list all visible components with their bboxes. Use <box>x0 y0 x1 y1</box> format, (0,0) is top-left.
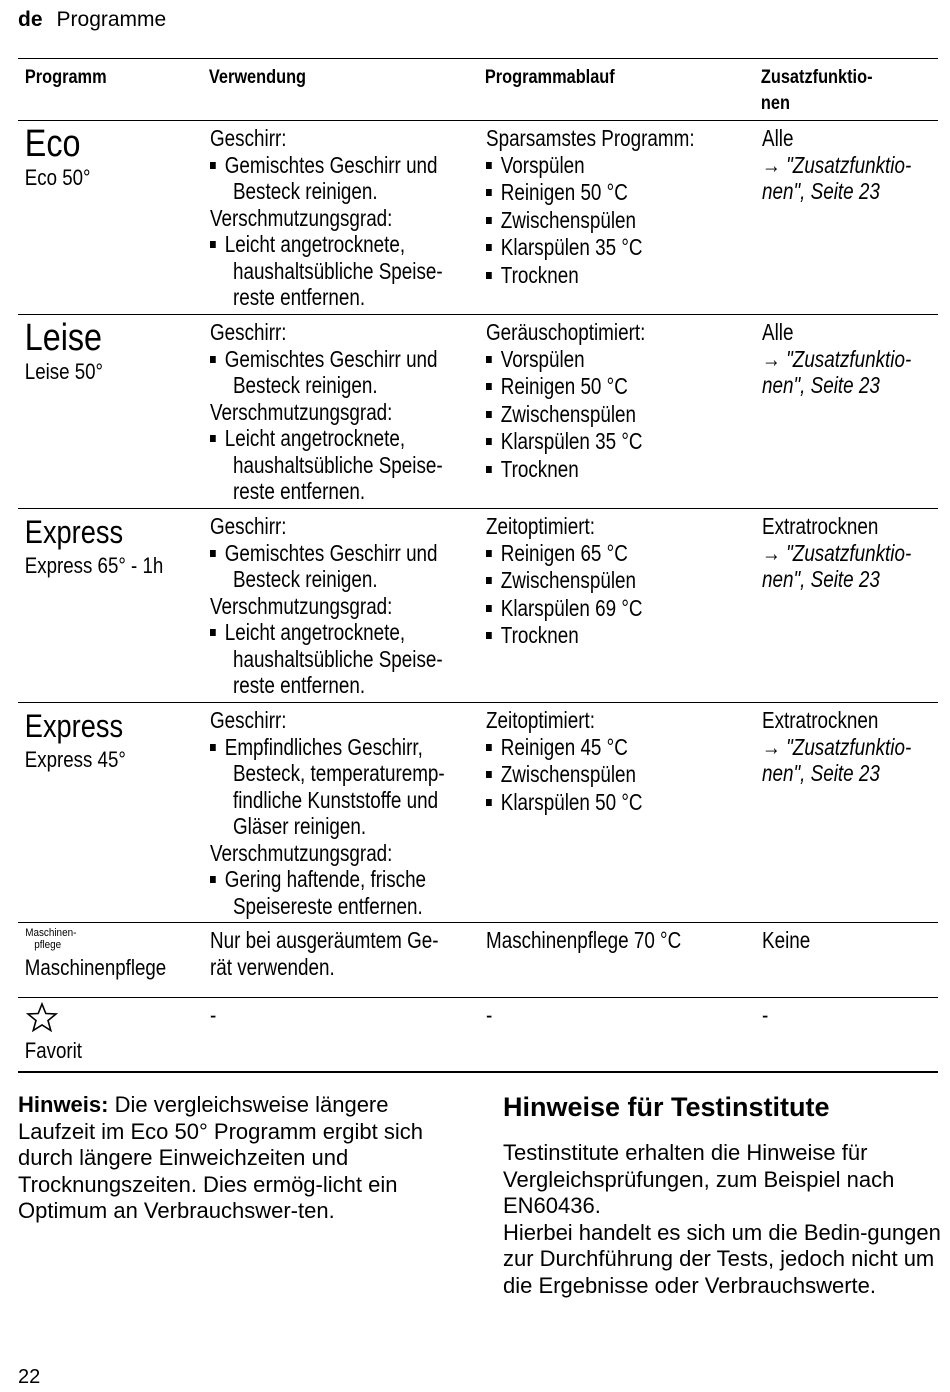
flow-cell: - <box>486 1002 493 1028</box>
page-number: 22 <box>18 1366 41 1388</box>
section-body <box>503 1140 943 1299</box>
program-cell <box>18 315 202 508</box>
note-paragraph <box>18 1092 458 1225</box>
program-subname: Express 65° - 1h <box>24 553 164 578</box>
section-paragraph-2: Hierbei handelt es sich um die Bedin-gungen zur Durchführung der Tests, jedoch nicht um die Ergebnisse oder Verbrauchswerte. <box>503 1219 941 1298</box>
language-code: de <box>18 8 43 31</box>
table-row-eco <box>18 121 938 315</box>
cross-reference-link[interactable]: → "Zusatzfunktio- <box>762 539 912 566</box>
table-row-maschinenpflege <box>18 923 938 998</box>
star-icon <box>18 998 202 1032</box>
table-header <box>18 59 938 121</box>
col-programm: Programm <box>24 67 107 88</box>
program-subname: Express 45° <box>24 747 126 772</box>
table-row-express-45 <box>18 703 938 923</box>
program-cell <box>18 998 202 1071</box>
use-cell: Geschirr: Empfindliches Geschirr, Besteck, temperaturemp- findliche Kunststoffe und Gläser reinigen. Verschmutzungsgrad: Gering haftende, frische Speisereste entfernen. <box>210 707 445 919</box>
program-subname: Leise 50° <box>24 359 103 384</box>
program-name: Leise <box>24 317 103 359</box>
table-row-express-65 <box>18 509 938 703</box>
program-name: Eco <box>24 123 81 165</box>
extra-cell: Keine <box>762 927 811 953</box>
use-cell: Geschirr: Gemischtes Geschirr und Besteck reinigen. Verschmutzungsgrad: Leicht angetrocknete, haushaltsübliche Speise- reste entfernen. <box>210 319 443 504</box>
extra-cell: Extratrocknen → "Zusatzfunktio- nen", Seite 23 <box>762 513 912 592</box>
extra-cell: Alle → "Zusatzfunktio- nen", Seite 23 <box>762 125 912 204</box>
program-subname: Favorit <box>24 1038 82 1063</box>
program-subname: Eco 50° <box>24 165 91 190</box>
cross-reference-link[interactable]: → "Zusatzfunktio- <box>762 345 912 372</box>
program-cell <box>18 509 202 702</box>
section-paragraph-1: Testinstitute erhalten die Hinweise für Vergleichsprüfungen, zum Beispiel nach EN60436. <box>503 1140 895 1218</box>
program-name: Express <box>24 708 124 744</box>
program-cell <box>18 923 202 997</box>
extra-cell: Alle → "Zusatzfunktio- nen", Seite 23 <box>762 319 912 398</box>
program-cell <box>18 703 202 922</box>
col-zusatzfunktionen: Zusatzfunktio- nen <box>760 67 873 114</box>
cross-reference-link[interactable]: → "Zusatzfunktio- <box>762 151 912 178</box>
table-row-favorit <box>18 998 938 1073</box>
section-title: Hinweise für Testinstitute <box>503 1092 830 1122</box>
flow-cell: Maschinenpflege 70 °C <box>486 927 682 953</box>
use-cell: Geschirr: Gemischtes Geschirr und Besteck reinigen. Verschmutzungsgrad: Leicht angetrocknete, haushaltsübliche Speise- reste entfernen. <box>210 125 443 310</box>
extra-cell: - <box>762 1002 769 1028</box>
note-label: Hinweis: <box>18 1092 109 1117</box>
note-text: Die vergleichsweise längere Laufzeit im Eco 50° Programm ergibt sich durch längere Einweichzeiten und Trocknungszeiten. Dies ermög-licht ein Optimum an Verbrauchswer-ten. <box>18 1092 423 1223</box>
header-section: Programme <box>56 8 167 31</box>
flow-cell: Zeitoptimiert: Reinigen 65 °C Zwischenspülen Klarspülen 69 °C Trocknen <box>486 513 643 648</box>
use-cell: Nur bei ausgeräumtem Ge- rät verwenden. <box>210 927 439 980</box>
cross-reference-link[interactable]: → "Zusatzfunktio- <box>762 733 912 760</box>
maschinenpflege-icon: Maschinen- pflege <box>25 927 77 951</box>
table-row-leise <box>18 315 938 509</box>
program-table <box>18 58 938 1073</box>
program-subname: Maschinenpflege <box>24 955 167 980</box>
flow-cell: Sparsamstes Programm: Vorspülen Reinigen 50 °C Zwischenspülen Klarspülen 35 °C Trocknen <box>486 125 695 288</box>
program-name: Express <box>24 514 124 550</box>
extra-cell: Extratrocknen → "Zusatzfunktio- nen", Seite 23 <box>762 707 912 786</box>
program-cell <box>18 121 202 314</box>
flow-cell: Zeitoptimiert: Reinigen 45 °C Zwischenspülen Klarspülen 50 °C <box>486 707 643 815</box>
page-header <box>18 8 166 32</box>
use-cell: - <box>210 1002 217 1028</box>
col-verwendung: Verwendung <box>208 67 307 88</box>
use-cell: Geschirr: Gemischtes Geschirr und Besteck reinigen. Verschmutzungsgrad: Leicht angetrocknete, haushaltsübliche Speise- reste entfernen. <box>210 513 443 698</box>
col-programmablauf: Programmablauf <box>484 67 615 88</box>
flow-cell: Geräuschoptimiert: Vorspülen Reinigen 50 °C Zwischenspülen Klarspülen 35 °C Trocknen <box>486 319 646 482</box>
